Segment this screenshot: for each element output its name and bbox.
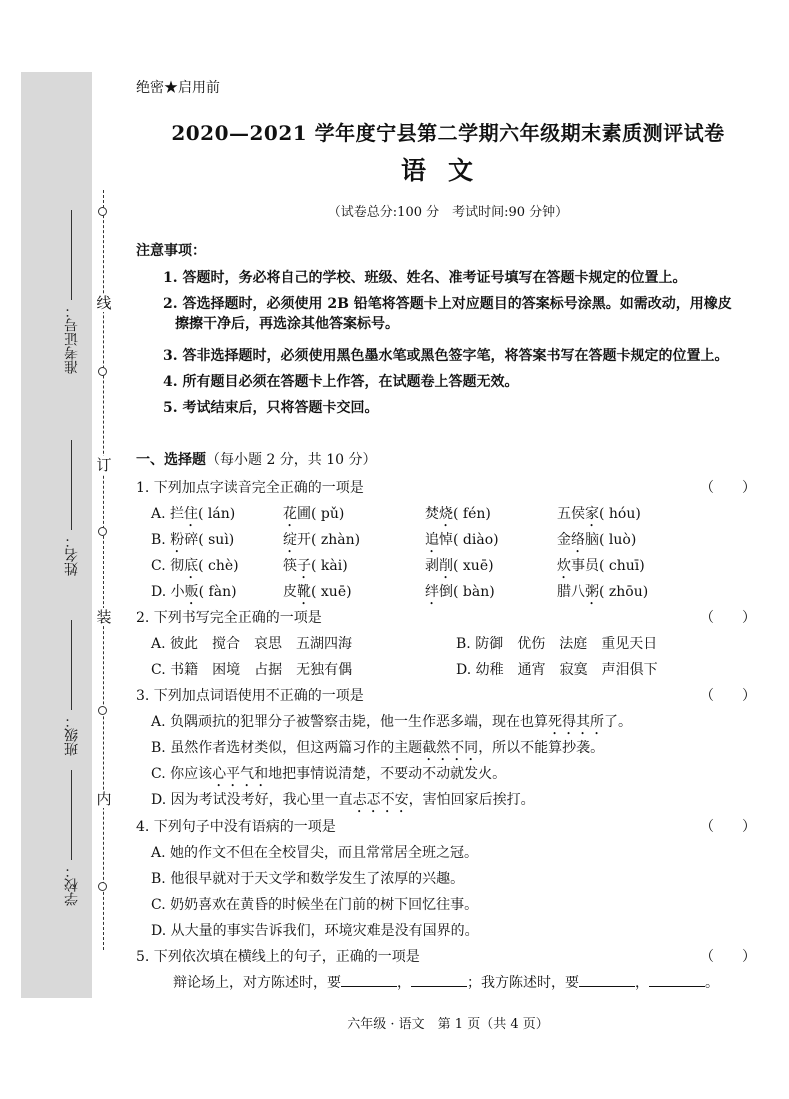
q1-option-item: 腊八粥( zhōu) <box>557 584 649 600</box>
q1-option-item: D. 小贩( fàn) <box>151 584 237 600</box>
blank <box>579 974 635 987</box>
q1-option-item: 金络脑( luò) <box>557 532 637 548</box>
note-item: 1. 答题时，务必将自己的学校、班级、姓名、准考证号填写在答题卡规定的位置上。 <box>163 270 687 286</box>
q3-option-d: D. 因为考试没考好，我心里一直忐忑不安，害怕回家后挨打。 <box>151 792 535 808</box>
answer-paren: （ ） <box>700 949 756 965</box>
q1-option-item: B. 粉碎( suì) <box>151 532 235 548</box>
question-stem: 1. 下列加点字读音完全正确的一项是 <box>136 480 364 496</box>
q1-option-item: 剥削( xuē) <box>425 558 494 574</box>
q2-option-a: A. 彼此 搅合 哀思 五湖四海 <box>151 636 353 652</box>
q1-option-item: 花圃( pǔ) <box>283 506 345 522</box>
q2-option-d: D. 幼稚 通宵 寂寞 声泪俱下 <box>456 662 658 678</box>
note-item: 3. 答非选择题时，必须使用黑色墨水笔或黑色签字笔，将答案书写在答题卡规定的位置上。 <box>163 348 729 364</box>
q2-option-b: B. 防御 优伤 法庭 重见天日 <box>456 636 658 652</box>
q1-option-item: 皮靴( xuē) <box>283 584 352 600</box>
exam-page <box>133 0 763 1099</box>
q1-option-item: 筷子( kài) <box>283 558 348 574</box>
exam-number-field: 准考证号： <box>62 210 82 374</box>
binding-hole <box>98 882 107 891</box>
blank <box>341 974 397 987</box>
subject-title: 语文 <box>400 156 495 185</box>
q4-option-d: D. 从大量的事实告诉我们，环境灾难是没有国界的。 <box>151 923 479 939</box>
name-field: 姓名： <box>62 440 82 576</box>
binding-hole <box>98 527 107 536</box>
question-stem: 3. 下列加点词语使用不正确的一项是 <box>136 688 364 704</box>
note-item: 4. 所有题目必须在答题卡上作答，在试题卷上答题无效。 <box>163 374 519 390</box>
binding-hole <box>98 706 107 715</box>
section-heading: 一、选择题（每小题 2 分，共 10 分） <box>136 452 377 468</box>
question-2 <box>136 607 756 627</box>
q1-option-item: 焚烧( fén) <box>425 506 491 522</box>
note-item: 5. 考试结束后，只将答题卡交回。 <box>163 400 379 416</box>
q4-option-a: A. 她的作文不但在全校冒尖，而且常常居全班之冠。 <box>151 845 479 861</box>
exam-title: 2020—2021 学年度宁县第二学期六年级期末素质测评试卷 <box>171 121 725 145</box>
q3-option-c: C. 你应该心平气和地把事情说清楚，不要动不动就发火。 <box>151 766 507 782</box>
q1-option-item: A. 拦住( lán) <box>151 506 236 522</box>
q2-option-c: C. 书籍 困境 占据 无独有偶 <box>151 662 353 678</box>
q4-option-c: C. 奶奶喜欢在黄昏的时候坐在门前的树下回忆往事。 <box>151 897 479 913</box>
page-footer: 六年级 · 语文 第 1 页（共 4 页） <box>347 1017 549 1032</box>
q1-option-item: C. 彻底( chè) <box>151 558 239 574</box>
answer-paren: （ ） <box>700 819 756 835</box>
question-3 <box>136 685 756 705</box>
binding-mark: 线 <box>96 294 112 312</box>
question-stem: 2. 下列书写完全正确的一项是 <box>136 610 322 626</box>
note-item: 2. 答选择题时，必须使用 2B 铅笔将答题卡上对应题目的答案标号涂黑。如需改动，用橡皮 擦擦干净后，再选涂其他答案标号。 <box>163 296 732 332</box>
answer-paren: （ ） <box>700 610 756 626</box>
q1-option-item: 绽开( zhàn) <box>283 532 361 548</box>
question-5 <box>136 946 756 966</box>
answer-paren: （ ） <box>700 480 756 496</box>
secret-label: 绝密★启用前 <box>136 80 220 96</box>
q1-option-item: 追悼( diào) <box>425 532 499 548</box>
q1-option-item: 绊倒( bàn) <box>425 584 495 600</box>
question-stem: 5. 下列依次填在横线上的句子，正确的一项是 <box>136 949 420 965</box>
q3-option-a: A. 负隅顽抗的犯罪分子被警察击毙，他一生作恶多端，现在也算死得其所了。 <box>151 714 633 730</box>
binding-hole <box>98 207 107 216</box>
exam-meta: （试卷总分:100 分 考试时间:90 分钟） <box>327 205 569 220</box>
binding-hole <box>98 367 107 376</box>
q5-fill-line: 辩论场上，对方陈述时，要 ， ；我方陈述时，要 ， 。 <box>173 975 719 991</box>
blank <box>649 974 705 987</box>
school-field: 学校： <box>62 770 82 906</box>
answer-paren: （ ） <box>700 688 756 704</box>
q3-option-b: B. 虽然作者选材类似，但这两篇习作的主题截然不同，所以不能算抄袭。 <box>151 740 605 756</box>
class-field: 班级： <box>62 620 82 756</box>
q1-option-item: 五侯家( hóu) <box>557 506 641 522</box>
question-1 <box>136 477 756 497</box>
q4-option-b: B. 他很早就对于天文学和数学发生了浓厚的兴趣。 <box>151 871 465 887</box>
notes-title: 注意事项： <box>136 243 206 259</box>
binding-mark: 装 <box>96 608 112 626</box>
blank <box>411 974 467 987</box>
question-stem: 4. 下列句子中没有语病的一项是 <box>136 819 336 835</box>
q1-option-item: 炊事员( chuī) <box>557 558 645 574</box>
binding-mark: 内 <box>96 790 112 808</box>
binding-mark: 订 <box>96 456 112 474</box>
question-4 <box>136 816 756 836</box>
